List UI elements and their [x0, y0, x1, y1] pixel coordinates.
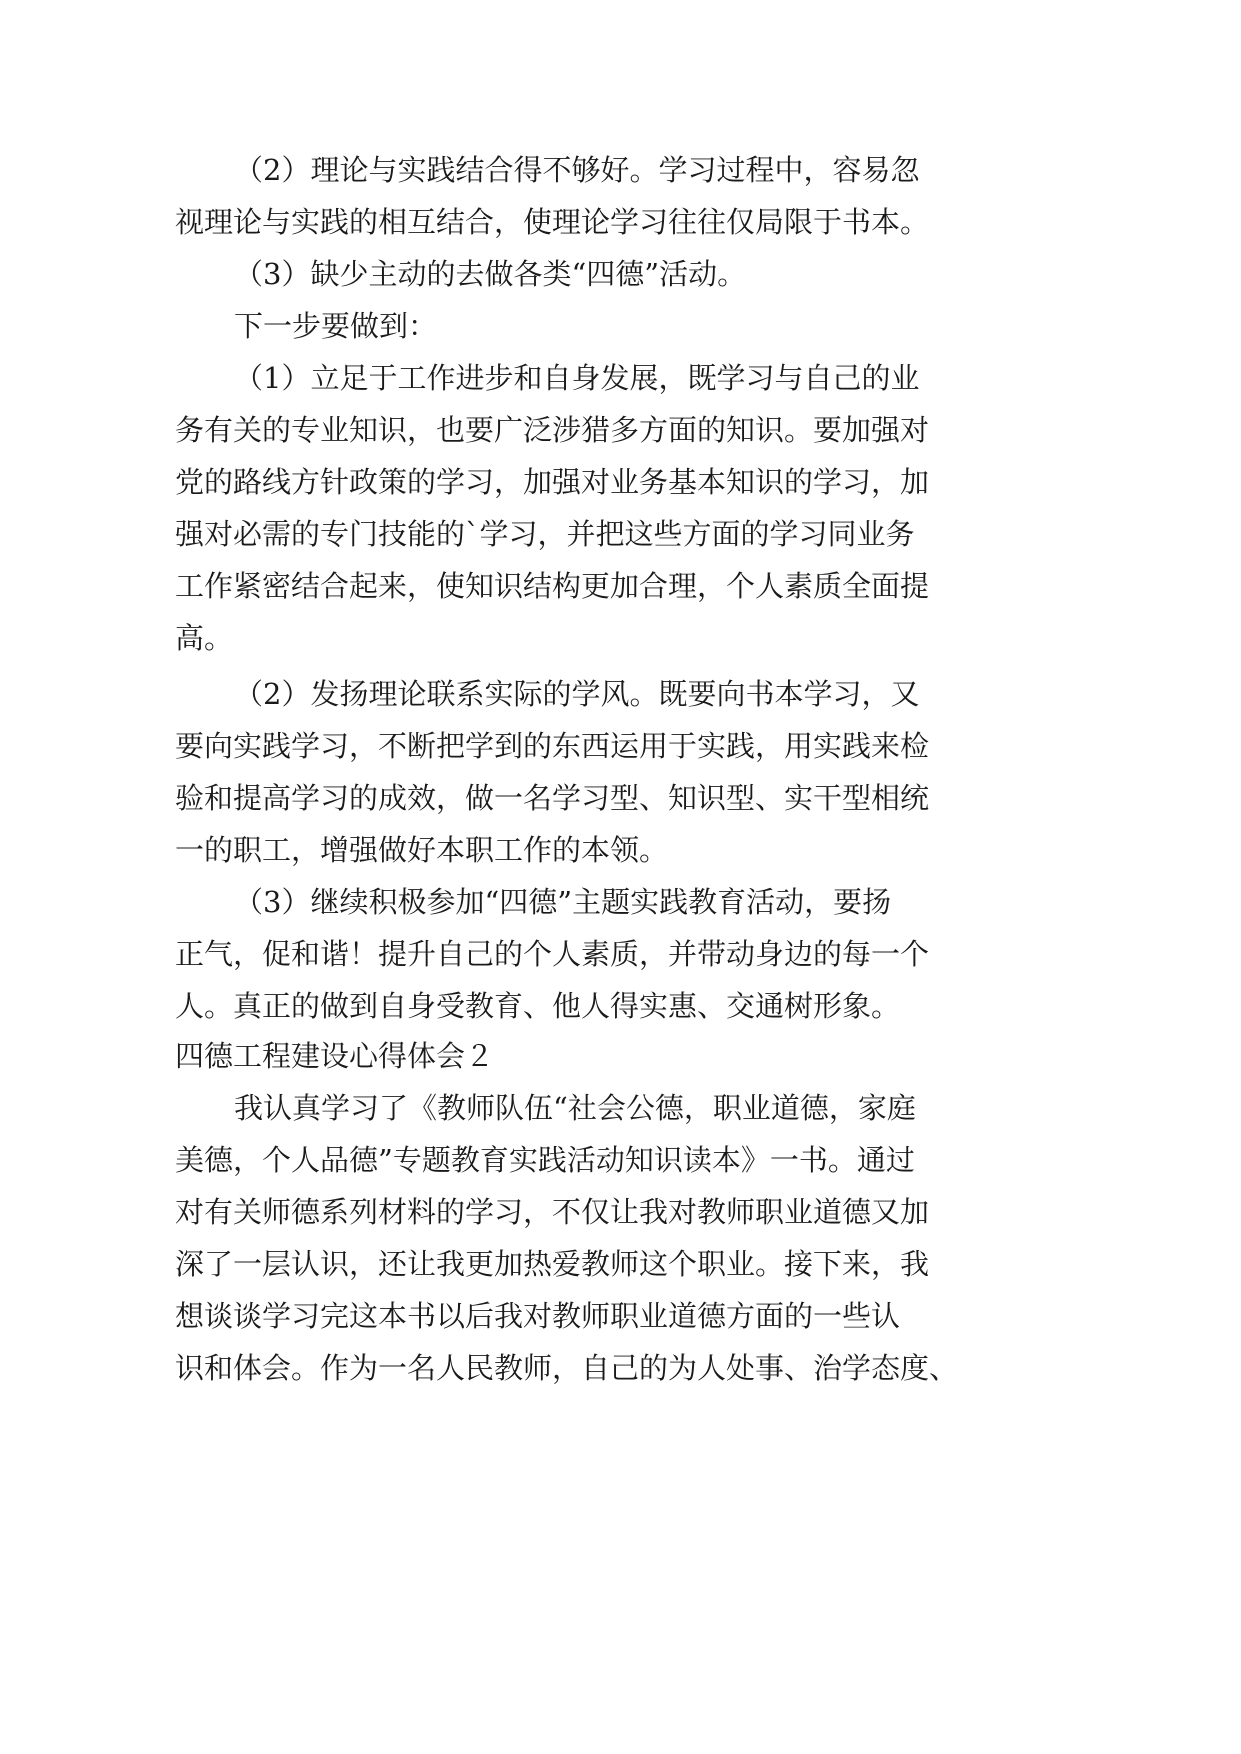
- text-line: （2）发扬理论联系实际的学风。既要向书本学习，又: [234, 677, 920, 711]
- text-line: 我认真学习了《教师队伍“社会公德，职业道德，家庭: [234, 1091, 916, 1125]
- text-line: （2）理论与实践结合得不够好。学习过程中，容易忽: [234, 153, 920, 187]
- text-line: 强对必需的专门技能的`学习，并把这些方面的学习同业务: [175, 517, 915, 551]
- section-heading: 四德工程建设心得体会２: [175, 1039, 495, 1073]
- text-line: 人。真正的做到自身受教育、他人得实惠、交通树形象。: [175, 989, 901, 1023]
- text-line: 高。: [175, 621, 234, 655]
- text-line: 要向实践学习，不断把学到的东西运用于实践，用实践来检: [175, 729, 930, 763]
- text-line: 视理论与实践的相互结合，使理论学习往往仅局限于书本。: [175, 205, 930, 239]
- text-line: 正气，促和谐！提升自己的个人素质，并带动身边的每一个: [175, 937, 930, 971]
- text-line: （1）立足于工作进步和自身发展，既学习与自己的业: [234, 361, 920, 395]
- text-line: 验和提高学习的成效，做一名学习型、知识型、实干型相统: [175, 781, 930, 815]
- text-line: 务有关的专业知识，也要广泛涉猎多方面的知识。要加强对: [175, 413, 930, 447]
- text-line: 美德，个人品德”专题教育实践活动知识读本》一书。通过: [175, 1143, 915, 1177]
- text-line: 深了一层认识，还让我更加热爱教师这个职业。接下来，我: [175, 1247, 930, 1281]
- text-line: 想谈谈学习完这本书以后我对教师职业道德方面的一些认: [175, 1299, 901, 1333]
- text-line: 一的职工，增强做好本职工作的本领。: [175, 833, 669, 867]
- text-line: 下一步要做到：: [234, 309, 438, 343]
- text-line: （3）继续积极参加“四德”主题实践教育活动，要扬: [234, 885, 892, 919]
- text-line: （3）缺少主动的去做各类“四德”活动。: [234, 257, 747, 291]
- text-line: 对有关师德系列材料的学习，不仅让我对教师职业道德又加: [175, 1195, 930, 1229]
- text-line: 识和体会。作为一名人民教师，自己的为人处事、治学态度、: [175, 1351, 959, 1385]
- text-line: 党的路线方针政策的学习，加强对业务基本知识的学习，加: [175, 465, 930, 499]
- text-line: 工作紧密结合起来，使知识结构更加合理，个人素质全面提: [175, 569, 930, 603]
